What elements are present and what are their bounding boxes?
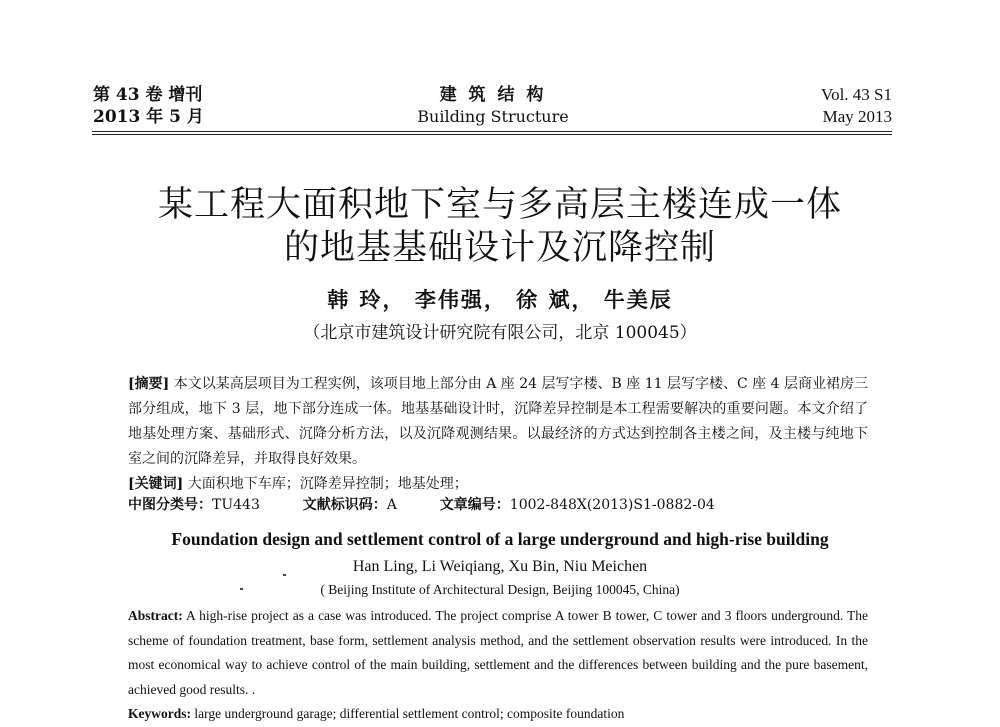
english-affiliation: ( Beijing Institute of Architectural Design, Beijing 100045, China) — [320, 582, 680, 597]
abstract-zh — [128, 372, 868, 472]
journal-date-zh: 2013 年 5 月 — [93, 107, 204, 127]
keywords-zh-label: [关键词] — [128, 476, 184, 492]
paper-title-line1: 某工程大面积地下室与多高层主楼连成一体 — [157, 185, 842, 225]
abstract-zh-label: [摘要] — [128, 376, 170, 392]
journal-date-en: May 2013 — [822, 107, 892, 126]
journal-volume-en: Vol. 43 S1 — [820, 85, 892, 104]
classification-line — [128, 493, 868, 518]
clc-value: TU443 — [212, 497, 260, 513]
abstract-zh-text: 本文以某高层项目为工程实例，该项目地上部分由 A 座 24 层写字楼、B 座 11 层写字楼、C 座 4 层商业裙房三部分组成，地下 3 层，地下部分连成一体。地基基础设计时，沉降差异控制是本工程需要解决的重要问题。本文介绍了地基处理方案、基础形式、沉降分析方法，以及沉降观测结果。以最经济的方式达到控制各主楼之间，及主楼与纯地下室之间的沉降差异，并取得良好效果。 — [128, 376, 868, 467]
abstract-en — [128, 604, 868, 702]
keywords-zh-text: 大面积地下车库；沉降差异控制；地基处理； — [183, 476, 468, 492]
abstract-en-text: A high-rise project as a case was introduced. The project comprise A tower B tower, C tower and 3 floors underground. The scheme of foundation treatment, base form, settlement analysis method, and the settlement observation results were introduced. In the most economical way to achieve control of the main building, settlement and the differences between building and the pure basement, achieved good results. . — [128, 608, 868, 697]
keywords-en — [128, 702, 868, 727]
article-number-label: 文章编号： — [439, 497, 510, 513]
doc-code-label: 文献标识码： — [302, 497, 387, 513]
paper-title-line2: 的地基基础设计及沉降控制 — [283, 228, 716, 268]
article-number-value: 1002-848X(2013)S1-0882-04 — [509, 497, 715, 513]
english-authors: Han Ling, Li Weiqiang, Xu Bin, Niu Meichen — [352, 558, 648, 575]
doc-code-value: A — [386, 497, 397, 513]
authors-zh: 韩 玲， 李伟强， 徐 斌， 牛美辰 — [327, 287, 673, 312]
journal-name-zh: 建 筑 结 构 — [439, 85, 547, 105]
english-title: Foundation design and settlement control of a large underground and high-rise building — [171, 529, 829, 549]
clc-label: 中图分类号： — [128, 497, 212, 513]
header-rule-bottom — [92, 134, 892, 135]
abstract-en-label: Abstract: — [128, 608, 183, 623]
keywords-en-label: Keywords: — [128, 706, 191, 721]
keywords-en-text: large underground garage; differential settlement control; composite foundation — [191, 706, 625, 721]
journal-volume-zh: 第 43 卷 增刊 — [93, 85, 203, 105]
header-rule-top — [92, 131, 892, 132]
affiliation-zh: （北京市建筑设计研究院有限公司，北京 100045） — [303, 323, 697, 343]
journal-name-en: Building Structure — [417, 107, 569, 126]
